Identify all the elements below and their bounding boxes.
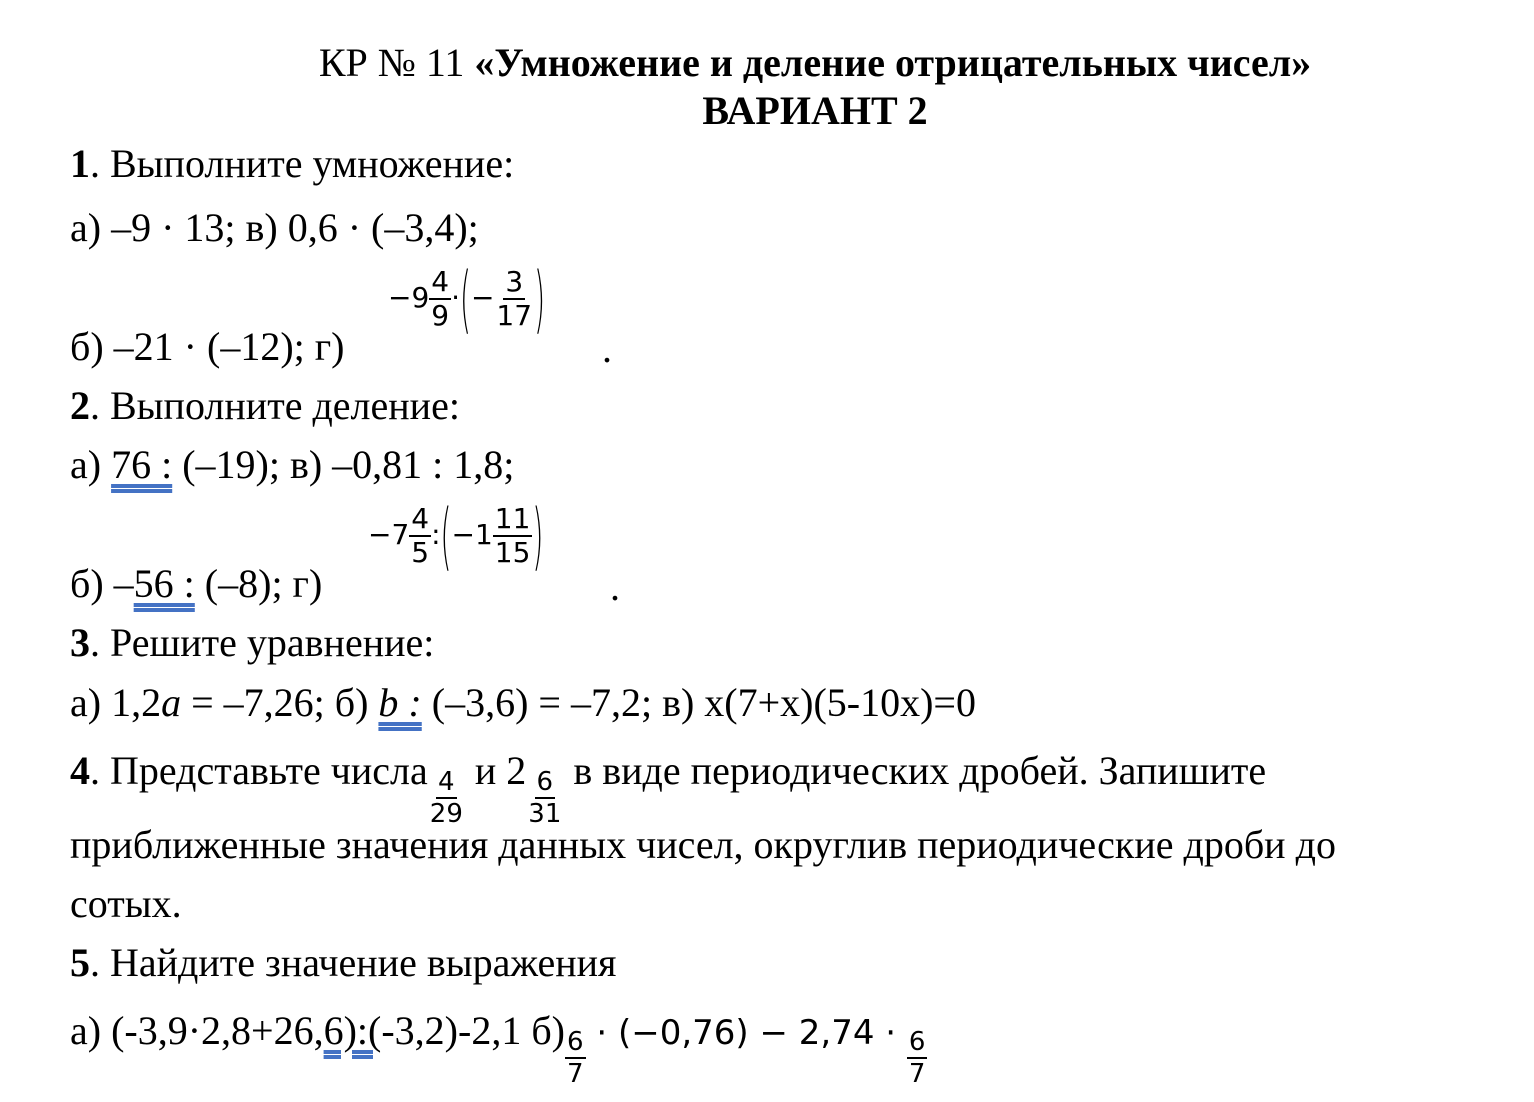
- task-2-g-expression: −7 $\frac{4}{5}$ :(−1 $\frac{11}{15}$ ): [368, 493, 544, 579]
- task-text: . Представьте числа: [90, 748, 428, 793]
- task-number: 4: [70, 748, 90, 793]
- task-1-heading: [70, 141, 514, 187]
- task-text: . Выполните умножение:: [90, 141, 515, 186]
- hyperlink-76[interactable]: 76 :: [111, 442, 173, 487]
- variant-label: ВАРИАНТ 2: [702, 88, 928, 133]
- task-1-end: .: [602, 326, 612, 371]
- fraction: $\frac{4}{29}$: [429, 767, 463, 829]
- task-4-line-2: приближенные значения данных чисел, округлив периодические дроби до: [70, 822, 1336, 867]
- hyperlink-56[interactable]: 56 :: [133, 561, 195, 606]
- task-5-line-a: а) (-3,9·2,8+26,6):(-3,2)-2,1 б) $\frac{6}{7}$ · (−0,76) − 2,74 · $\frac{6}{7}$: [70, 1008, 926, 1089]
- fraction: $\frac{11}{15}$: [494, 502, 531, 569]
- task-number: 5: [70, 940, 90, 985]
- task-text: . Выполните деление:: [90, 383, 460, 428]
- task-2-line-a: а) 76 : (–19); в) –0,81 : 1,8;: [70, 442, 515, 487]
- page-title: [48, 40, 1534, 86]
- task-5-heading: [70, 940, 616, 986]
- title-prefix: КР № 11: [318, 40, 475, 85]
- math-whole: −7: [368, 518, 410, 551]
- task-1-line-a: а) –9 · 13; в) 0,6 · (–3,4);: [70, 205, 479, 250]
- math-expression: · (−0,76) − 2,74 ·: [585, 1013, 907, 1053]
- fraction: $\frac{4}{9}$: [431, 265, 450, 332]
- hyperlink-b[interactable]: b :: [378, 680, 422, 725]
- hyperlink-6[interactable]: 6):(: [323, 1008, 382, 1053]
- dot-operator: ·: [451, 281, 461, 314]
- minus-sign: −: [470, 281, 495, 314]
- variable-a: a: [161, 680, 182, 725]
- task-2-end: .: [610, 564, 620, 609]
- task-2-heading: [70, 383, 460, 429]
- task-3-line-a: а) 1,2a = –7,26; б) b : (–3,6) = –7,2; в) x(7+x)(5-10x)=0: [70, 680, 976, 725]
- math-whole: −9: [388, 281, 430, 314]
- task-number: 3: [70, 620, 90, 665]
- task-number: 1: [70, 141, 90, 186]
- task-number: 2: [70, 383, 90, 428]
- math-whole: −1: [451, 518, 493, 551]
- fraction: $\frac{6}{31}$: [528, 767, 562, 829]
- task-3-heading: [70, 620, 434, 666]
- task-text: . Найдите значение выражения: [90, 940, 617, 985]
- task-2-line-b: б) –56 : (–8); г): [70, 561, 323, 606]
- task-4-heading: 4. Представьте числа $\frac{4}{29}$ и 2 $\frac{6}{31}$ в виде периодических дробей. Запишите: [70, 748, 1267, 829]
- fraction: $\frac{6}{7}$: [567, 1027, 584, 1089]
- task-1-g-expression: −9 $\frac{4}{9}$ ·(− $\frac{3}{17}$ ): [388, 256, 545, 342]
- fraction: $\frac{4}{5}$: [411, 502, 430, 569]
- task-4-line-3: сотых.: [70, 881, 182, 926]
- fraction: $\frac{3}{17}$: [496, 265, 533, 332]
- title-topic: «Умножение и деление отрицательных чисел»: [474, 40, 1312, 85]
- task-1-line-b: б) –21 · (–12); г): [70, 324, 345, 369]
- fraction: $\frac{6}{7}$: [908, 1027, 926, 1089]
- colon-operator: :: [431, 518, 441, 551]
- task-text: . Решите уравнение:: [90, 620, 435, 665]
